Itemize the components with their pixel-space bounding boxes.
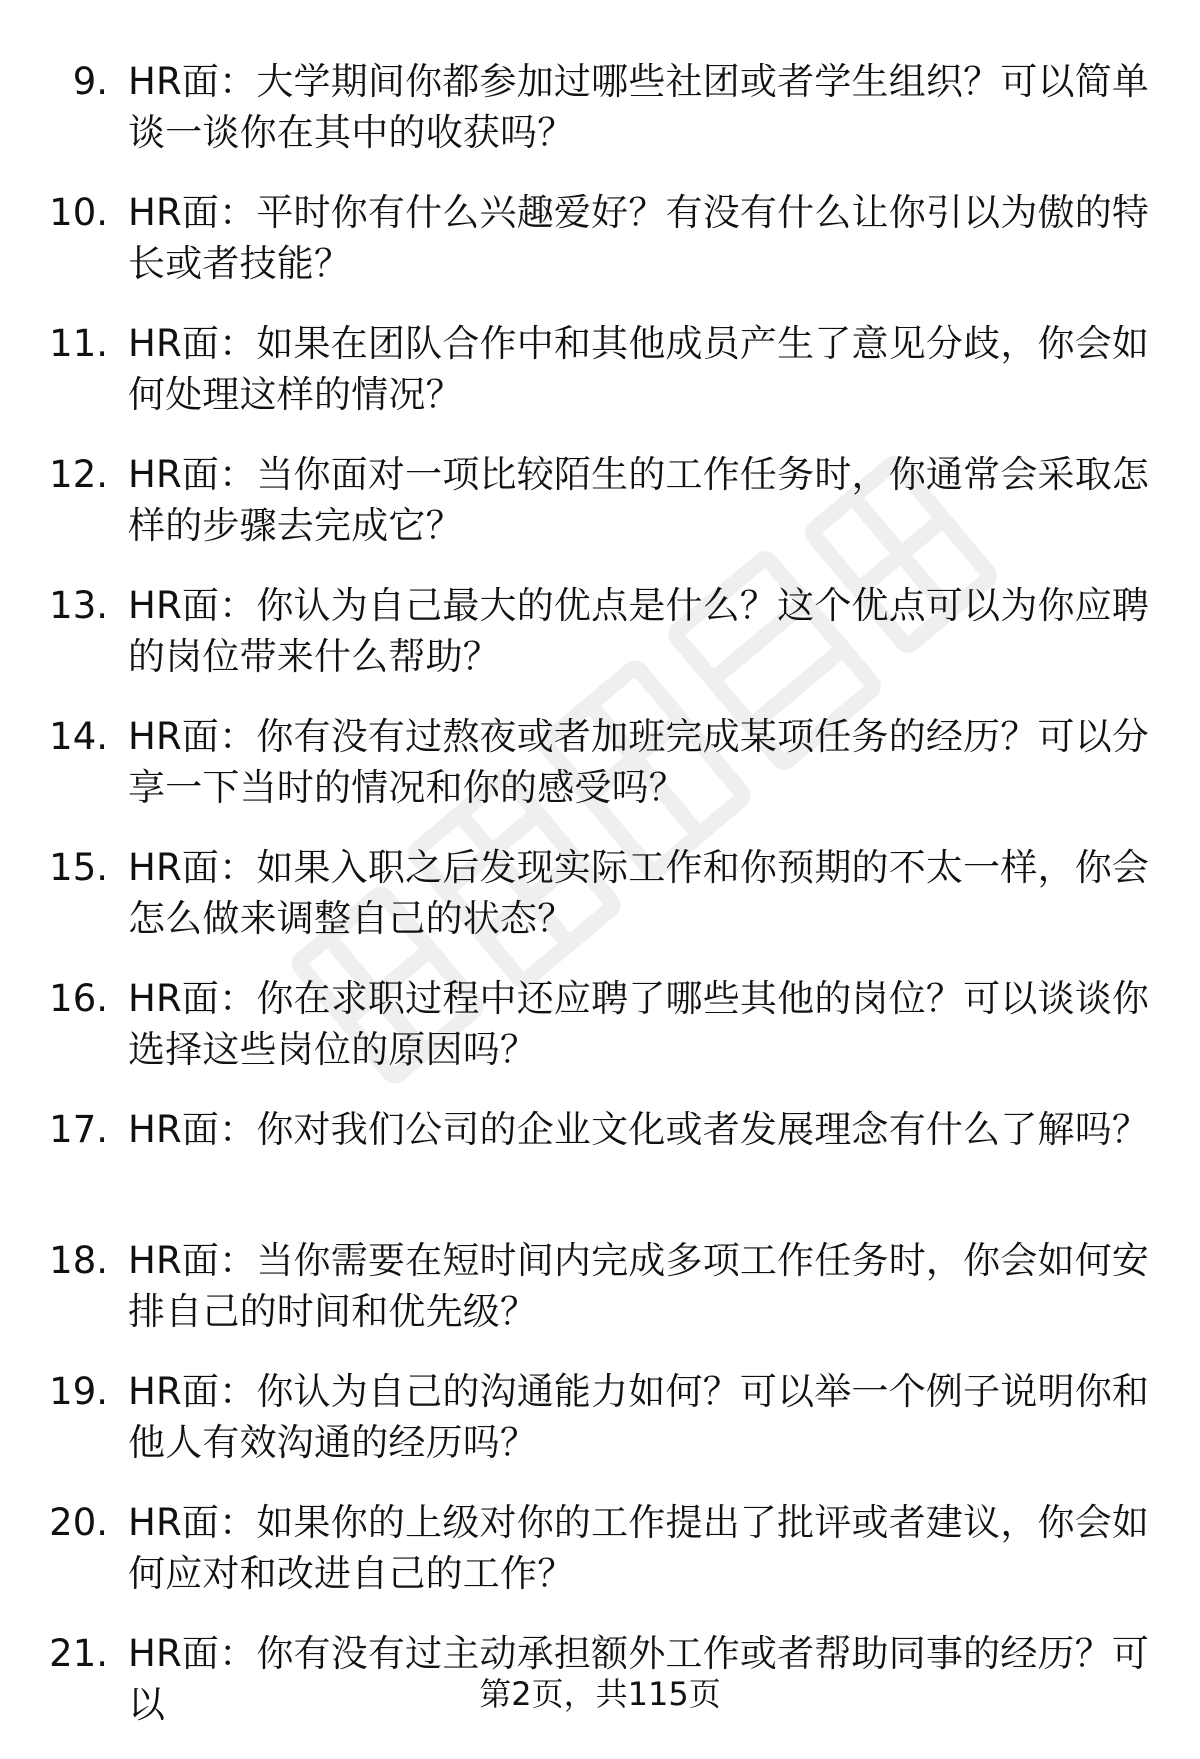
- item-number: 14.: [49, 715, 108, 758]
- list-item: [0, 842, 1200, 973]
- question-list: [0, 56, 1200, 1759]
- item-text: HR面：大学期间你都参加过哪些社团或者学生组织？可以简单谈一谈你在其中的收获吗？: [128, 60, 1150, 154]
- item-text: HR面：你在求职过程中还应聘了哪些其他的岗位？可以谈谈你选择这些岗位的原因吗？: [128, 977, 1150, 1071]
- item-number: 16.: [49, 977, 108, 1020]
- list-item: [0, 187, 1200, 318]
- list-item: [0, 973, 1200, 1104]
- list-item: [0, 711, 1200, 842]
- item-number: 10.: [49, 191, 108, 234]
- list-item: [0, 1497, 1200, 1628]
- item-text: HR面：你对我们公司的企业文化或者发展理念有什么了解吗？: [128, 1108, 1150, 1151]
- item-text: HR面：如果入职之后发现实际工作和你预期的不太一样，你会怎么做来调整自己的状态？: [128, 846, 1150, 940]
- page-footer: 第2页，共115页: [479, 1675, 721, 1713]
- item-number: 19.: [49, 1370, 108, 1413]
- item-number: 9.: [72, 60, 108, 103]
- item-number: 13.: [49, 584, 108, 627]
- list-item: [0, 449, 1200, 580]
- item-number: 17.: [49, 1108, 108, 1151]
- item-number: 18.: [49, 1239, 108, 1282]
- item-text: HR面：你认为自己的沟通能力如何？可以举一个例子说明你和他人有效沟通的经历吗？: [128, 1370, 1150, 1464]
- item-number: 11.: [49, 322, 108, 365]
- item-text: HR面：平时你有什么兴趣爱好？有没有什么让你引以为傲的特长或者技能？: [128, 191, 1150, 285]
- item-number: 21.: [49, 1632, 108, 1675]
- list-item: [0, 580, 1200, 711]
- item-text: HR面：如果你的上级对你的工作提出了批评或者建议，你会如何应对和改进自己的工作？: [128, 1501, 1150, 1595]
- item-text: HR面：你有没有过主动承担额外工作或者帮助同事的经历？可以: [128, 1632, 1150, 1726]
- item-text: HR面：你认为自己最大的优点是什么？这个优点可以为你应聘的岗位带来什么帮助？: [128, 584, 1150, 678]
- item-text: HR面：如果在团队合作中和其他成员产生了意见分歧，你会如何处理这样的情况？: [128, 322, 1150, 416]
- list-item: [0, 1366, 1200, 1497]
- item-number: 20.: [49, 1501, 108, 1544]
- item-number: 12.: [49, 453, 108, 496]
- list-item: [0, 1235, 1200, 1366]
- item-text: HR面：你有没有过熬夜或者加班完成某项任务的经历？可以分享一下当时的情况和你的感受吗？: [128, 715, 1150, 809]
- item-text: HR面：当你面对一项比较陌生的工作任务时，你通常会采取怎样的步骤去完成它？: [128, 453, 1150, 547]
- item-text: HR面：当你需要在短时间内完成多项工作任务时，你会如何安排自己的时间和优先级？: [128, 1239, 1150, 1333]
- list-item: [0, 1104, 1200, 1235]
- list-item: [0, 56, 1200, 187]
- list-item: [0, 318, 1200, 449]
- item-number: 15.: [49, 846, 108, 889]
